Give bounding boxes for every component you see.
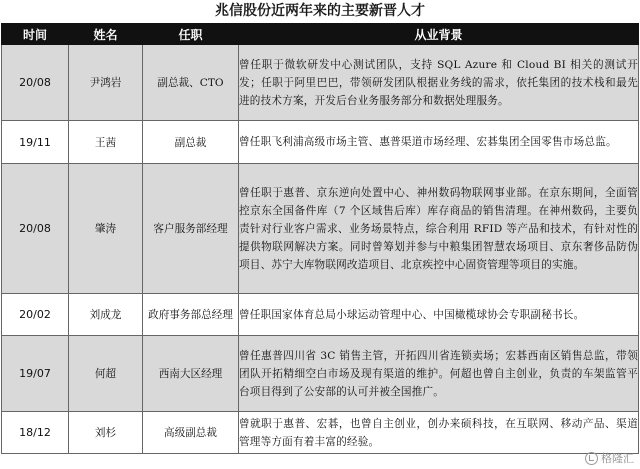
table-row xyxy=(2,121,639,164)
cell-time: 20/08 xyxy=(2,45,69,121)
document-title: 兆信股份近两年来的主要新晋人才 xyxy=(215,3,425,19)
cell-time: 19/07 xyxy=(2,336,69,412)
cell-role: 副总裁 xyxy=(143,121,239,164)
header-role: 任职 xyxy=(143,24,239,45)
watermark-logo-icon xyxy=(585,452,598,465)
cell-name: 刘杉 xyxy=(69,412,143,454)
table-row xyxy=(2,412,639,454)
table-row xyxy=(2,164,639,294)
cell-role: 政府事务部总经理 xyxy=(143,294,239,336)
cell-name: 何超 xyxy=(69,336,143,412)
cell-name: 尹鸿岩 xyxy=(69,45,143,121)
cell-name: 王茜 xyxy=(69,121,143,164)
cell-role: 西南大区经理 xyxy=(143,336,239,412)
cell-background: 曾任职于惠普、京东逆向处置中心、神州数码物联网事业部。在京东期间，全面管控京东全国备件库（7 个区域售后库）库存商品的销售清理。在神州数码，主要负责针对行业客户需求、业务场景特点，综合利用 RFID 等产品和技术，有针对性的提供物联网解决方案。同时曾筹划并参与中粮集团智慧农场项目、京东奢侈品防伪项目、苏宁大库物联网改造项目、北京疾控中心固资管理等项目的实施。 xyxy=(239,164,639,294)
cell-time: 19/11 xyxy=(2,121,69,164)
cell-time: 20/02 xyxy=(2,294,69,336)
cell-name: 刘成龙 xyxy=(69,294,143,336)
cell-background: 曾就职于惠普、宏碁，也曾自主创业，创办来硕科技，在互联网、移动产品、渠道管理等方面有着丰富的经验。 xyxy=(239,412,639,454)
cell-background: 曾任职于微软研发中心测试团队，支持 SQL Azure 和 Cloud BI 相关的测试开发；任职于阿里巴巴，带领研发团队根据业务线的需求，依托集团的技术栈和最先进的技术方案，开发后台业务服务部分和数据处理服务。 xyxy=(239,45,639,121)
cell-background: 曾任职国家体育总局小球运动管理中心、中国橄榄球协会专职副秘书长。 xyxy=(239,294,639,336)
cell-role: 客户服务部经理 xyxy=(143,164,239,294)
cell-background: 曾任职飞利浦高级市场主管、惠普渠道市场经理、宏碁集团全国零售市场总监。 xyxy=(239,121,639,164)
cell-role: 副总裁、CTO xyxy=(143,45,239,121)
table-row xyxy=(2,336,639,412)
talent-table xyxy=(1,23,639,454)
header-time: 时间 xyxy=(2,24,69,45)
cell-name: 肇涛 xyxy=(69,164,143,294)
cell-time: 18/12 xyxy=(2,412,69,454)
table-header-row xyxy=(2,24,639,45)
cell-background: 曾任惠普四川省 3C 销售主管，开拓四川省连锁卖场；宏碁西南区销售总监，带领团队开拓精细空白市场及现有渠道的维护。何超也曾自主创业，负责的车架监管平台项目得到了公安部的认可并被全国推广。 xyxy=(239,336,639,412)
watermark xyxy=(585,450,634,466)
header-background: 从业背景 xyxy=(239,24,639,45)
watermark-text: 格隆汇 xyxy=(601,452,634,465)
cell-time: 20/08 xyxy=(2,164,69,294)
cell-role: 高级副总裁 xyxy=(143,412,239,454)
table-row xyxy=(2,294,639,336)
table-row xyxy=(2,45,639,121)
header-name: 姓名 xyxy=(69,24,143,45)
